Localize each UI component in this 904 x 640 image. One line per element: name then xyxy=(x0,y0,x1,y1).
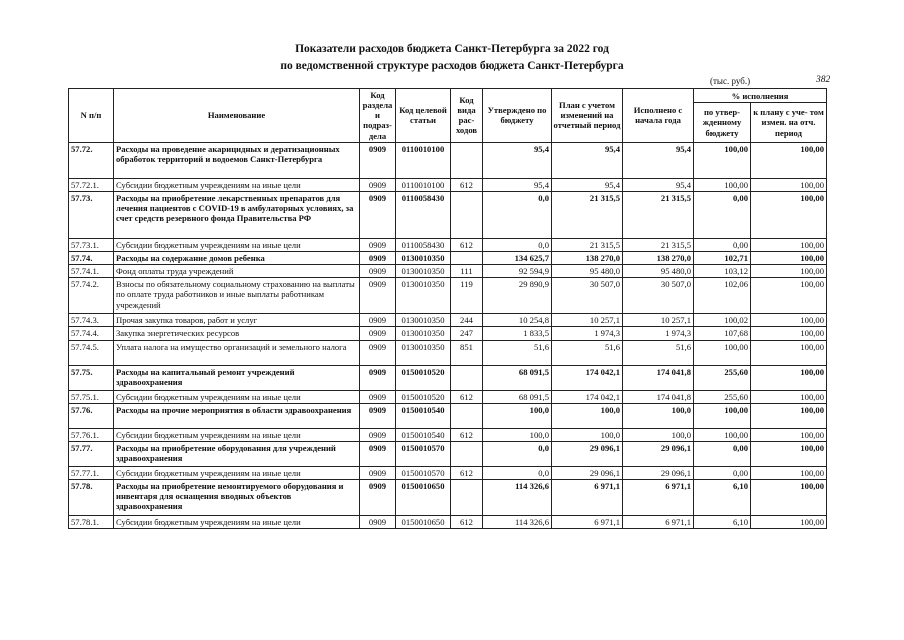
row-razdel: 0909 xyxy=(360,390,396,403)
row-cs: 0110010100 xyxy=(396,178,451,191)
row-plan: 95,4 xyxy=(552,142,623,178)
table-row xyxy=(69,278,827,314)
row-pct-plan: 100,00 xyxy=(751,327,827,340)
row-approved: 92 594,9 xyxy=(483,265,552,278)
row-cs: 0110010100 xyxy=(396,142,451,178)
row-name: Субсидии бюджетным учреждениям на иные цели xyxy=(114,390,360,403)
row-cs: 0150010570 xyxy=(396,466,451,479)
table-row xyxy=(69,314,827,327)
row-razdel: 0909 xyxy=(360,178,396,191)
row-executed: 174 041,8 xyxy=(623,390,694,403)
row-plan: 51,6 xyxy=(552,340,623,365)
row-vid: 612 xyxy=(451,515,483,528)
col-header-num: N п/п xyxy=(69,89,114,143)
row-plan: 6 971,1 xyxy=(552,515,623,528)
row-num: 57.76. xyxy=(69,403,114,428)
row-vid: 111 xyxy=(451,265,483,278)
table-row xyxy=(69,515,827,528)
row-plan: 10 257,1 xyxy=(552,314,623,327)
row-approved: 134 625,7 xyxy=(483,251,552,264)
row-vid xyxy=(451,441,483,466)
row-pct-plan: 100,00 xyxy=(751,365,827,390)
col-header-approved: Утверждено по бюджету xyxy=(483,89,552,143)
col-header-pct-approved: по утвер- жденному бюджету xyxy=(694,103,751,143)
row-razdel: 0909 xyxy=(360,265,396,278)
row-plan: 174 042,1 xyxy=(552,390,623,403)
row-vid: 119 xyxy=(451,278,483,314)
row-executed: 138 270,0 xyxy=(623,251,694,264)
row-vid: 612 xyxy=(451,428,483,441)
row-plan: 21 315,5 xyxy=(552,191,623,238)
row-cs: 0150010540 xyxy=(396,428,451,441)
row-vid xyxy=(451,479,483,515)
row-cs: 0150010650 xyxy=(396,515,451,528)
row-num: 57.74. xyxy=(69,251,114,264)
row-executed: 95 480,0 xyxy=(623,265,694,278)
table-row xyxy=(69,178,827,191)
row-pct-plan: 100,00 xyxy=(751,178,827,191)
row-executed: 1 974,3 xyxy=(623,327,694,340)
row-executed: 30 507,0 xyxy=(623,278,694,314)
table-row xyxy=(69,390,827,403)
row-approved: 95,4 xyxy=(483,142,552,178)
row-razdel: 0909 xyxy=(360,428,396,441)
row-name: Расходы на капитальный ремонт учреждений здравоохранения xyxy=(114,365,360,390)
col-header-vid: Код вида рас- ходов xyxy=(451,89,483,143)
row-num: 57.75. xyxy=(69,365,114,390)
row-num: 57.73. xyxy=(69,191,114,238)
row-executed: 10 257,1 xyxy=(623,314,694,327)
table-body xyxy=(69,142,827,528)
table-row xyxy=(69,238,827,251)
row-plan: 29 096,1 xyxy=(552,441,623,466)
row-pct-approved: 102,06 xyxy=(694,278,751,314)
row-plan: 95 480,0 xyxy=(552,265,623,278)
row-razdel: 0909 xyxy=(360,441,396,466)
row-approved: 100,0 xyxy=(483,403,552,428)
row-executed: 95,4 xyxy=(623,178,694,191)
row-pct-plan: 100,00 xyxy=(751,238,827,251)
row-vid xyxy=(451,191,483,238)
row-executed: 29 096,1 xyxy=(623,441,694,466)
row-name: Расходы на приобретение лекарственных препаратов для лечения пациентов с COVID-19 в амбулаторных условиях, за счет средств резервного фонда Правительства РФ xyxy=(114,191,360,238)
row-num: 57.72. xyxy=(69,142,114,178)
row-name: Субсидии бюджетным учреждениям на иные цели xyxy=(114,428,360,441)
row-cs: 0150010520 xyxy=(396,390,451,403)
row-pct-plan: 100,00 xyxy=(751,314,827,327)
row-name: Расходы на приобретение оборудования для учреждений здравоохранения xyxy=(114,441,360,466)
row-plan: 6 971,1 xyxy=(552,479,623,515)
table-header xyxy=(69,89,827,143)
row-pct-approved: 6,10 xyxy=(694,479,751,515)
table-row xyxy=(69,441,827,466)
row-pct-approved: 107,68 xyxy=(694,327,751,340)
row-name: Субсидии бюджетным учреждениям на иные цели xyxy=(114,238,360,251)
row-approved: 29 890,9 xyxy=(483,278,552,314)
col-header-name: Наименование xyxy=(114,89,360,143)
row-cs: 0130010350 xyxy=(396,327,451,340)
row-pct-approved: 100,00 xyxy=(694,178,751,191)
col-header-pct-plan: к плану с уче- том измен. на отч. период xyxy=(751,103,827,143)
table-row xyxy=(69,340,827,365)
row-cs: 0110058430 xyxy=(396,238,451,251)
row-approved: 1 833,5 xyxy=(483,327,552,340)
row-approved: 68 091,5 xyxy=(483,365,552,390)
row-pct-approved: 103,12 xyxy=(694,265,751,278)
row-executed: 95,4 xyxy=(623,142,694,178)
row-approved: 0,0 xyxy=(483,466,552,479)
row-executed: 6 971,1 xyxy=(623,515,694,528)
row-vid: 851 xyxy=(451,340,483,365)
row-cs: 0110058430 xyxy=(396,191,451,238)
row-vid: 244 xyxy=(451,314,483,327)
row-pct-plan: 100,00 xyxy=(751,441,827,466)
row-vid: 612 xyxy=(451,390,483,403)
table-row xyxy=(69,265,827,278)
row-vid xyxy=(451,365,483,390)
row-pct-approved: 0,00 xyxy=(694,441,751,466)
row-pct-approved: 102,71 xyxy=(694,251,751,264)
row-num: 57.74.3. xyxy=(69,314,114,327)
units-label: (тыс. руб.) xyxy=(710,76,751,86)
table-row xyxy=(69,466,827,479)
row-plan: 95,4 xyxy=(552,178,623,191)
row-razdel: 0909 xyxy=(360,191,396,238)
row-pct-approved: 255,60 xyxy=(694,390,751,403)
row-pct-plan: 100,00 xyxy=(751,265,827,278)
row-vid: 612 xyxy=(451,466,483,479)
row-plan: 30 507,0 xyxy=(552,278,623,314)
row-num: 57.78.1. xyxy=(69,515,114,528)
row-approved: 114 326,6 xyxy=(483,515,552,528)
row-num: 57.73.1. xyxy=(69,238,114,251)
table-row xyxy=(69,403,827,428)
row-plan: 100,0 xyxy=(552,403,623,428)
row-executed: 29 096,1 xyxy=(623,466,694,479)
row-pct-plan: 100,00 xyxy=(751,479,827,515)
row-approved: 0,0 xyxy=(483,441,552,466)
row-cs: 0150010520 xyxy=(396,365,451,390)
row-name: Субсидии бюджетным учреждениям на иные цели xyxy=(114,178,360,191)
row-num: 57.78. xyxy=(69,479,114,515)
row-name: Расходы на приобретение немонтируемого оборудования и инвентаря для оснащения вводных объектов здравоохранения xyxy=(114,479,360,515)
row-pct-plan: 100,00 xyxy=(751,191,827,238)
row-pct-approved: 100,00 xyxy=(694,428,751,441)
row-pct-approved: 100,00 xyxy=(694,142,751,178)
row-executed: 51,6 xyxy=(623,340,694,365)
row-pct-approved: 100,02 xyxy=(694,314,751,327)
row-razdel: 0909 xyxy=(360,479,396,515)
row-num: 57.74.4. xyxy=(69,327,114,340)
row-pct-approved: 100,00 xyxy=(694,340,751,365)
row-pct-approved: 100,00 xyxy=(694,403,751,428)
table-row xyxy=(69,191,827,238)
table-row xyxy=(69,365,827,390)
row-pct-plan: 100,00 xyxy=(751,403,827,428)
row-pct-plan: 100,00 xyxy=(751,390,827,403)
row-executed: 100,0 xyxy=(623,428,694,441)
row-vid: 247 xyxy=(451,327,483,340)
row-name: Взносы по обязательному социальному страхованию на выплаты по оплате труда работников и иные выплаты работникам учреждений xyxy=(114,278,360,314)
row-razdel: 0909 xyxy=(360,251,396,264)
row-name: Прочая закупка товаров, работ и услуг xyxy=(114,314,360,327)
row-pct-approved: 6,10 xyxy=(694,515,751,528)
row-pct-plan: 100,00 xyxy=(751,251,827,264)
row-razdel: 0909 xyxy=(360,327,396,340)
row-pct-plan: 100,00 xyxy=(751,278,827,314)
row-num: 57.77.1. xyxy=(69,466,114,479)
budget-table xyxy=(68,88,827,529)
row-razdel: 0909 xyxy=(360,142,396,178)
row-plan: 174 042,1 xyxy=(552,365,623,390)
row-approved: 68 091,5 xyxy=(483,390,552,403)
row-plan: 138 270,0 xyxy=(552,251,623,264)
row-vid xyxy=(451,403,483,428)
row-pct-approved: 0,00 xyxy=(694,191,751,238)
row-razdel: 0909 xyxy=(360,515,396,528)
row-razdel: 0909 xyxy=(360,314,396,327)
table-row xyxy=(69,479,827,515)
row-pct-plan: 100,00 xyxy=(751,428,827,441)
row-cs: 0150010540 xyxy=(396,403,451,428)
row-vid: 612 xyxy=(451,178,483,191)
row-num: 57.77. xyxy=(69,441,114,466)
row-approved: 100,0 xyxy=(483,428,552,441)
row-num: 57.74.1. xyxy=(69,265,114,278)
row-plan: 100,0 xyxy=(552,428,623,441)
row-cs: 0130010350 xyxy=(396,314,451,327)
row-approved: 0,0 xyxy=(483,238,552,251)
table-row xyxy=(69,142,827,178)
row-name: Субсидии бюджетным учреждениям на иные цели xyxy=(114,515,360,528)
row-vid: 612 xyxy=(451,238,483,251)
row-razdel: 0909 xyxy=(360,403,396,428)
row-razdel: 0909 xyxy=(360,278,396,314)
row-executed: 21 315,5 xyxy=(623,191,694,238)
col-header-executed: Исполнено с начала года xyxy=(623,89,694,143)
row-executed: 174 041,8 xyxy=(623,365,694,390)
row-num: 57.72.1. xyxy=(69,178,114,191)
row-executed: 100,0 xyxy=(623,403,694,428)
row-name: Фонд оплаты труда учреждений xyxy=(114,265,360,278)
row-cs: 0150010650 xyxy=(396,479,451,515)
row-approved: 10 254,8 xyxy=(483,314,552,327)
row-razdel: 0909 xyxy=(360,365,396,390)
row-cs: 0130010350 xyxy=(396,265,451,278)
row-pct-plan: 100,00 xyxy=(751,466,827,479)
table-row xyxy=(69,251,827,264)
row-num: 57.75.1. xyxy=(69,390,114,403)
table-row xyxy=(69,327,827,340)
page-number: 382 xyxy=(816,75,831,85)
row-cs: 0130010350 xyxy=(396,251,451,264)
row-pct-approved: 0,00 xyxy=(694,466,751,479)
row-pct-plan: 100,00 xyxy=(751,515,827,528)
row-name: Субсидии бюджетным учреждениям на иные цели xyxy=(114,466,360,479)
row-pct-plan: 100,00 xyxy=(751,340,827,365)
row-name: Расходы на содержание домов ребенка xyxy=(114,251,360,264)
row-executed: 21 315,5 xyxy=(623,238,694,251)
row-name: Расходы на прочие мероприятия в области здравоохранения xyxy=(114,403,360,428)
row-plan: 21 315,5 xyxy=(552,238,623,251)
row-name: Уплата налога на имущество организаций и земельного налога xyxy=(114,340,360,365)
col-header-pct-group: % исполнения xyxy=(694,89,827,103)
row-vid xyxy=(451,251,483,264)
row-name: Расходы на проведение акарицидных и дератизационных обработок территорий и водоемов Санкт-Петербурга xyxy=(114,142,360,178)
row-razdel: 0909 xyxy=(360,340,396,365)
row-cs: 0150010570 xyxy=(396,441,451,466)
col-header-plan: План с учетом изменений на отчетный период xyxy=(552,89,623,143)
row-plan: 1 974,3 xyxy=(552,327,623,340)
row-executed: 6 971,1 xyxy=(623,479,694,515)
row-pct-approved: 255,60 xyxy=(694,365,751,390)
report-title-line2: по ведомственной структуре расходов бюджета Санкт-Петербурга xyxy=(280,60,624,72)
row-vid xyxy=(451,142,483,178)
row-approved: 0,0 xyxy=(483,191,552,238)
col-header-cs: Код целевой статьи xyxy=(396,89,451,143)
row-approved: 114 326,6 xyxy=(483,479,552,515)
row-plan: 29 096,1 xyxy=(552,466,623,479)
row-razdel: 0909 xyxy=(360,466,396,479)
row-pct-approved: 0,00 xyxy=(694,238,751,251)
col-header-razdel: Код раздела и подраз- дела xyxy=(360,89,396,143)
table-row xyxy=(69,428,827,441)
row-approved: 51,6 xyxy=(483,340,552,365)
row-razdel: 0909 xyxy=(360,238,396,251)
row-name: Закупка энергетических ресурсов xyxy=(114,327,360,340)
row-cs: 0130010350 xyxy=(396,278,451,314)
row-num: 57.76.1. xyxy=(69,428,114,441)
row-num: 57.74.5. xyxy=(69,340,114,365)
row-cs: 0130010350 xyxy=(396,340,451,365)
row-approved: 95,4 xyxy=(483,178,552,191)
row-pct-plan: 100,00 xyxy=(751,142,827,178)
report-title-line1: Показатели расходов бюджета Санкт-Петербурга за 2022 год xyxy=(295,43,609,55)
row-num: 57.74.2. xyxy=(69,278,114,314)
